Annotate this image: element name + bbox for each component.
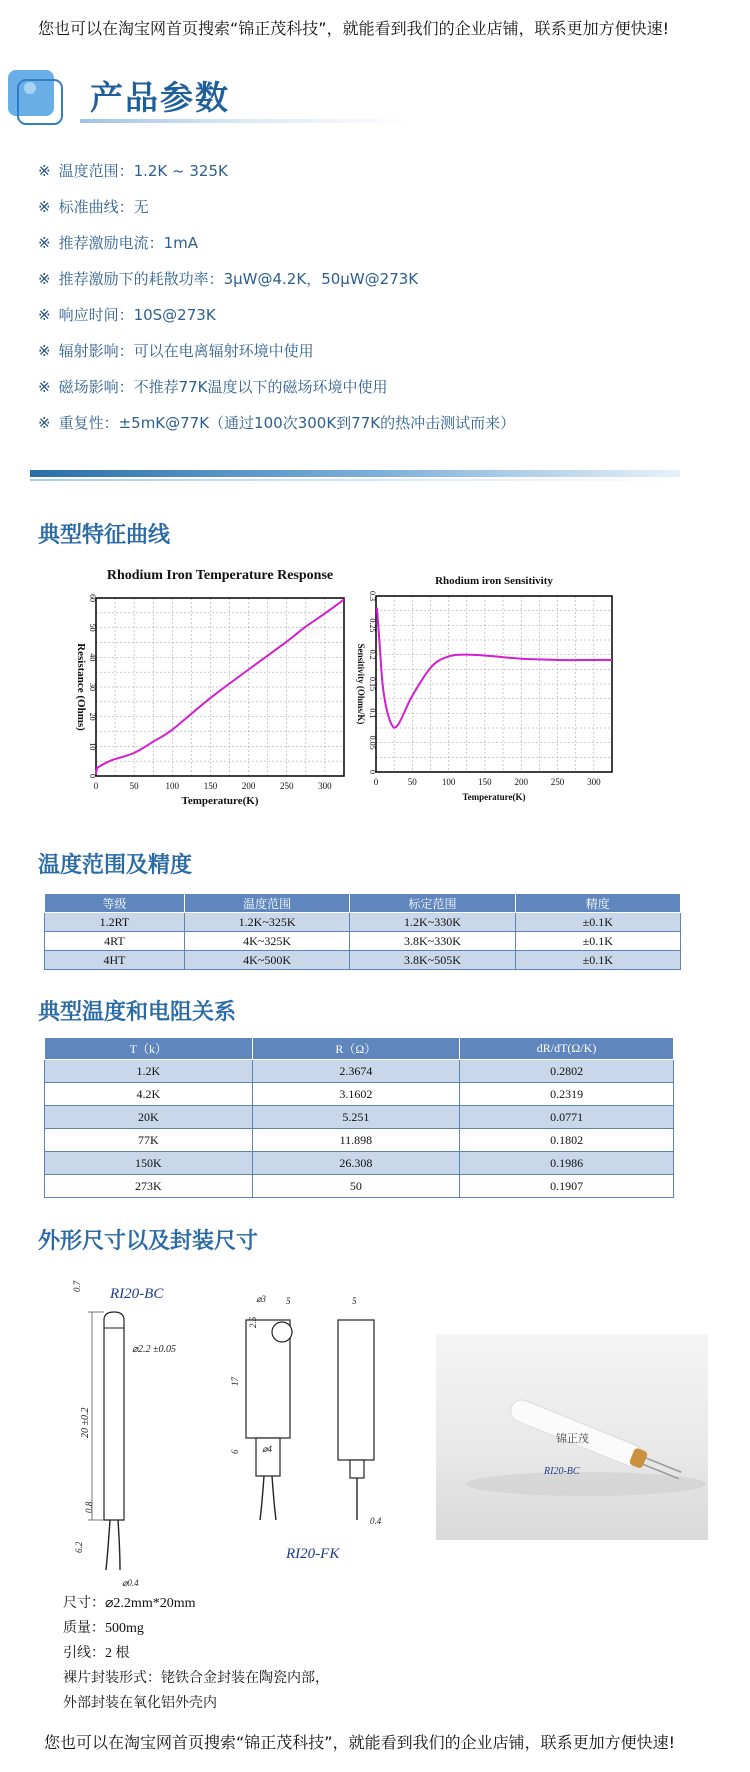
y-tick-label: 30 bbox=[88, 683, 97, 691]
spec-text: 响应时间：10S@273K bbox=[58, 306, 216, 324]
table-row bbox=[45, 913, 681, 932]
fk-leads bbox=[260, 1476, 276, 1520]
y-tick-label: 0 bbox=[368, 770, 377, 774]
section-divider-shadow bbox=[30, 479, 680, 481]
photo-brand: 锦正茂 bbox=[556, 1432, 589, 1445]
x-tick-label: 150 bbox=[203, 781, 218, 791]
spec-text: 标准曲线：无 bbox=[58, 198, 149, 216]
column-header: 等级 bbox=[45, 894, 185, 913]
column-header: T（k） bbox=[45, 1038, 253, 1060]
fk-dim-htop: 2.5 bbox=[248, 1316, 258, 1328]
fk-hole bbox=[272, 1322, 292, 1342]
table-row bbox=[45, 1106, 674, 1129]
fk-side-body bbox=[338, 1320, 374, 1460]
x-tick-label: 100 bbox=[165, 781, 180, 791]
section-title-curves: 典型特征曲线 bbox=[38, 523, 171, 548]
page-title: 产品参数 bbox=[90, 78, 230, 117]
table-cell: 5.251 bbox=[252, 1106, 460, 1129]
spec-bullet: ※ bbox=[38, 234, 51, 252]
section-title-rt: 典型温度和电阻关系 bbox=[38, 1000, 237, 1025]
spec-bullet: ※ bbox=[38, 270, 51, 288]
table-cell: 11.898 bbox=[252, 1129, 460, 1152]
bc-dim-len: 20 ±0.2 bbox=[80, 1407, 91, 1438]
table-cell: 50 bbox=[252, 1175, 460, 1198]
product-photo bbox=[436, 1334, 708, 1540]
x-axis-label: Temperature(K) bbox=[181, 795, 259, 807]
table-cell: 0.2802 bbox=[460, 1060, 674, 1083]
y-tick-label: 0.05 bbox=[368, 735, 377, 750]
column-header: 标定范围 bbox=[350, 894, 515, 913]
package-line: 尺寸：⌀2.2mm*20mm bbox=[63, 1596, 196, 1611]
photo-label: RI20-BC bbox=[544, 1466, 580, 1477]
spec-item bbox=[38, 160, 228, 181]
table-row bbox=[45, 1175, 674, 1198]
table-cell: 4.2K bbox=[45, 1083, 253, 1106]
table-row bbox=[45, 1152, 674, 1175]
column-header: 精度 bbox=[515, 894, 680, 913]
table-cell: 0.0771 bbox=[460, 1106, 674, 1129]
spec-bullet: ※ bbox=[38, 414, 51, 432]
package-line: 质量：500mg bbox=[63, 1621, 144, 1636]
table-cell: 273K bbox=[45, 1175, 253, 1198]
table-cell: ±0.1K bbox=[515, 951, 680, 970]
table-cell: 4HT bbox=[45, 951, 185, 970]
fk-dim-w1: 5 bbox=[286, 1296, 291, 1306]
rt-table bbox=[44, 1037, 674, 1198]
fk-dim-w2: 5 bbox=[352, 1296, 357, 1306]
package-line: 引线：2 根 bbox=[63, 1646, 130, 1661]
rt-table-header bbox=[45, 1038, 674, 1060]
y-tick-label: 10 bbox=[88, 742, 97, 751]
table-cell: 2.3674 bbox=[252, 1060, 460, 1083]
table-cell: 4RT bbox=[45, 932, 185, 951]
table-cell: ±0.1K bbox=[515, 913, 680, 932]
x-tick-label: 100 bbox=[441, 777, 456, 787]
table-row bbox=[45, 1129, 674, 1152]
table-cell: 0.1986 bbox=[460, 1152, 674, 1175]
table-cell: 0.1802 bbox=[460, 1129, 674, 1152]
table-cell: 150K bbox=[45, 1152, 253, 1175]
section-divider bbox=[30, 470, 680, 477]
table-cell: 3.8K~330K bbox=[350, 932, 515, 951]
y-tick-label: 60 bbox=[88, 594, 97, 602]
bottom-banner: 您也可以在淘宝网首页搜索“锦正茂科技”，就能看到我们的企业店铺，联系更加方便快速! bbox=[44, 1733, 675, 1752]
bc-dim-bot1: 0.8 bbox=[84, 1501, 94, 1513]
table-cell: 77K bbox=[45, 1129, 253, 1152]
table-cell: 20K bbox=[45, 1106, 253, 1129]
table-cell: 1.2K bbox=[45, 1060, 253, 1083]
table-cell: 3.1602 bbox=[252, 1083, 460, 1106]
x-tick-label: 50 bbox=[407, 777, 417, 787]
spec-item bbox=[38, 196, 149, 217]
y-axis-label: Resistance (Ohms) bbox=[75, 643, 87, 731]
y-tick-label: 0.1 bbox=[368, 708, 377, 719]
range-table bbox=[44, 893, 681, 970]
y-tick-label: 40 bbox=[88, 653, 97, 662]
section-title-range: 温度范围及精度 bbox=[38, 853, 193, 878]
y-tick-label: 0.2 bbox=[368, 649, 377, 660]
dimension-drawing bbox=[60, 1268, 440, 1588]
header-decoration bbox=[8, 68, 64, 126]
column-header: 温度范围 bbox=[184, 894, 349, 913]
bc-dim-dia: ⌀2.2 ±0.05 bbox=[132, 1344, 177, 1355]
fk-side-neck bbox=[350, 1460, 364, 1478]
x-tick-label: 150 bbox=[478, 777, 492, 787]
x-tick-label: 50 bbox=[129, 781, 139, 791]
y-tick-label: 0.15 bbox=[368, 677, 377, 691]
y-tick-label: 0 bbox=[88, 774, 97, 778]
table-cell: 1.2RT bbox=[45, 913, 185, 932]
spec-item bbox=[38, 268, 418, 289]
table-cell: 3.8K~505K bbox=[350, 951, 515, 970]
range-table-header bbox=[45, 894, 681, 913]
table-cell: 0.1907 bbox=[460, 1175, 674, 1198]
fk-dim-hbody: 17 bbox=[230, 1377, 240, 1386]
x-axis-label: Temperature(K) bbox=[462, 792, 526, 802]
chart-grid bbox=[376, 596, 612, 772]
spec-item bbox=[38, 304, 216, 325]
spec-text: 重复性：±5mK@77K（通过100次300K到77K的热冲击测试而来） bbox=[58, 414, 516, 432]
y-tick-label: 0.3 bbox=[368, 591, 377, 601]
spec-item bbox=[38, 376, 388, 397]
x-tick-label: 0 bbox=[93, 781, 99, 791]
table-row bbox=[45, 932, 681, 951]
x-tick-label: 300 bbox=[587, 777, 601, 787]
spec-bullet: ※ bbox=[38, 342, 51, 360]
bc-dim-bot2: 6.2 bbox=[74, 1541, 84, 1553]
bc-label: RI20-BC bbox=[110, 1286, 164, 1302]
product-render bbox=[436, 1334, 708, 1540]
chart-title: Rhodium iron Sensitivity bbox=[435, 575, 553, 587]
spec-bullet: ※ bbox=[38, 306, 51, 324]
x-tick-label: 200 bbox=[241, 781, 256, 791]
spec-text: 磁场影响：不推荐77K温度以下的磁场环境中使用 bbox=[58, 378, 388, 396]
fk-dim-neck: ⌀4 bbox=[262, 1444, 272, 1454]
chart-title: Rhodium Iron Temperature Response bbox=[106, 568, 334, 583]
table-cell: 1.2K~330K bbox=[350, 913, 515, 932]
column-header: R（Ω） bbox=[252, 1038, 460, 1060]
package-line: 裸片封装形式：铑铁合金封装在陶瓷内部， bbox=[63, 1671, 329, 1686]
x-tick-label: 0 bbox=[373, 777, 379, 787]
top-banner: 您也可以在淘宝网首页搜索“锦正茂科技”，就能看到我们的企业店铺，联系更加方便快速! bbox=[38, 19, 669, 38]
table-row bbox=[45, 1060, 674, 1083]
chart-temperature-response bbox=[60, 562, 350, 812]
x-tick-label: 250 bbox=[550, 777, 565, 787]
table-row bbox=[45, 951, 681, 970]
y-axis-label: Sensitivity (Ohms/K) bbox=[356, 643, 366, 725]
fk-dim-lead: 0.4 bbox=[370, 1516, 382, 1526]
spec-text: 推荐激励电流：1mA bbox=[58, 234, 198, 252]
table-cell: 4K~325K bbox=[184, 932, 349, 951]
fk-label: RI20-FK bbox=[286, 1546, 340, 1562]
package-line: 外部封装在氧化铝外壳内 bbox=[63, 1696, 217, 1711]
section-title-dimensions: 外形尺寸以及封装尺寸 bbox=[38, 1229, 259, 1254]
table-cell: 26.308 bbox=[252, 1152, 460, 1175]
spec-text: 辐射影响：可以在电离辐射环境中使用 bbox=[58, 342, 314, 360]
spec-item bbox=[38, 412, 515, 433]
spec-text: 推荐激励下的耗散功率：3μW@4.2K，50μW@273K bbox=[58, 270, 419, 288]
spec-item bbox=[38, 340, 314, 361]
fk-dim-hole: ⌀3 bbox=[256, 1294, 266, 1304]
y-tick-label: 0.25 bbox=[368, 618, 377, 633]
spec-bullet: ※ bbox=[38, 162, 51, 180]
spec-bullet: ※ bbox=[38, 378, 51, 396]
table-cell: 4K~500K bbox=[184, 951, 349, 970]
column-header: dR/dT(Ω/K) bbox=[460, 1038, 674, 1060]
bc-dim-lead: ⌀0.4 bbox=[122, 1578, 139, 1588]
bc-dim-top: 0.7 bbox=[72, 1280, 82, 1292]
fk-dim-hneck: 6 bbox=[230, 1449, 240, 1454]
chart-sensitivity bbox=[348, 566, 618, 810]
table-cell: ±0.1K bbox=[515, 932, 680, 951]
table-cell: 0.2319 bbox=[460, 1083, 674, 1106]
table-cell: 1.2K~325K bbox=[184, 913, 349, 932]
title-underline bbox=[80, 119, 410, 123]
spec-item bbox=[38, 232, 198, 253]
spec-text: 温度范围：1.2K ~ 325K bbox=[58, 162, 228, 180]
x-tick-label: 300 bbox=[318, 781, 332, 791]
bc-leads bbox=[106, 1520, 120, 1570]
table-row bbox=[45, 1083, 674, 1106]
x-tick-label: 250 bbox=[280, 781, 294, 791]
x-tick-label: 200 bbox=[514, 777, 528, 787]
bc-body bbox=[104, 1312, 124, 1520]
y-tick-label: 50 bbox=[88, 623, 97, 632]
y-tick-label: 20 bbox=[88, 712, 97, 721]
spec-bullet: ※ bbox=[38, 198, 51, 216]
